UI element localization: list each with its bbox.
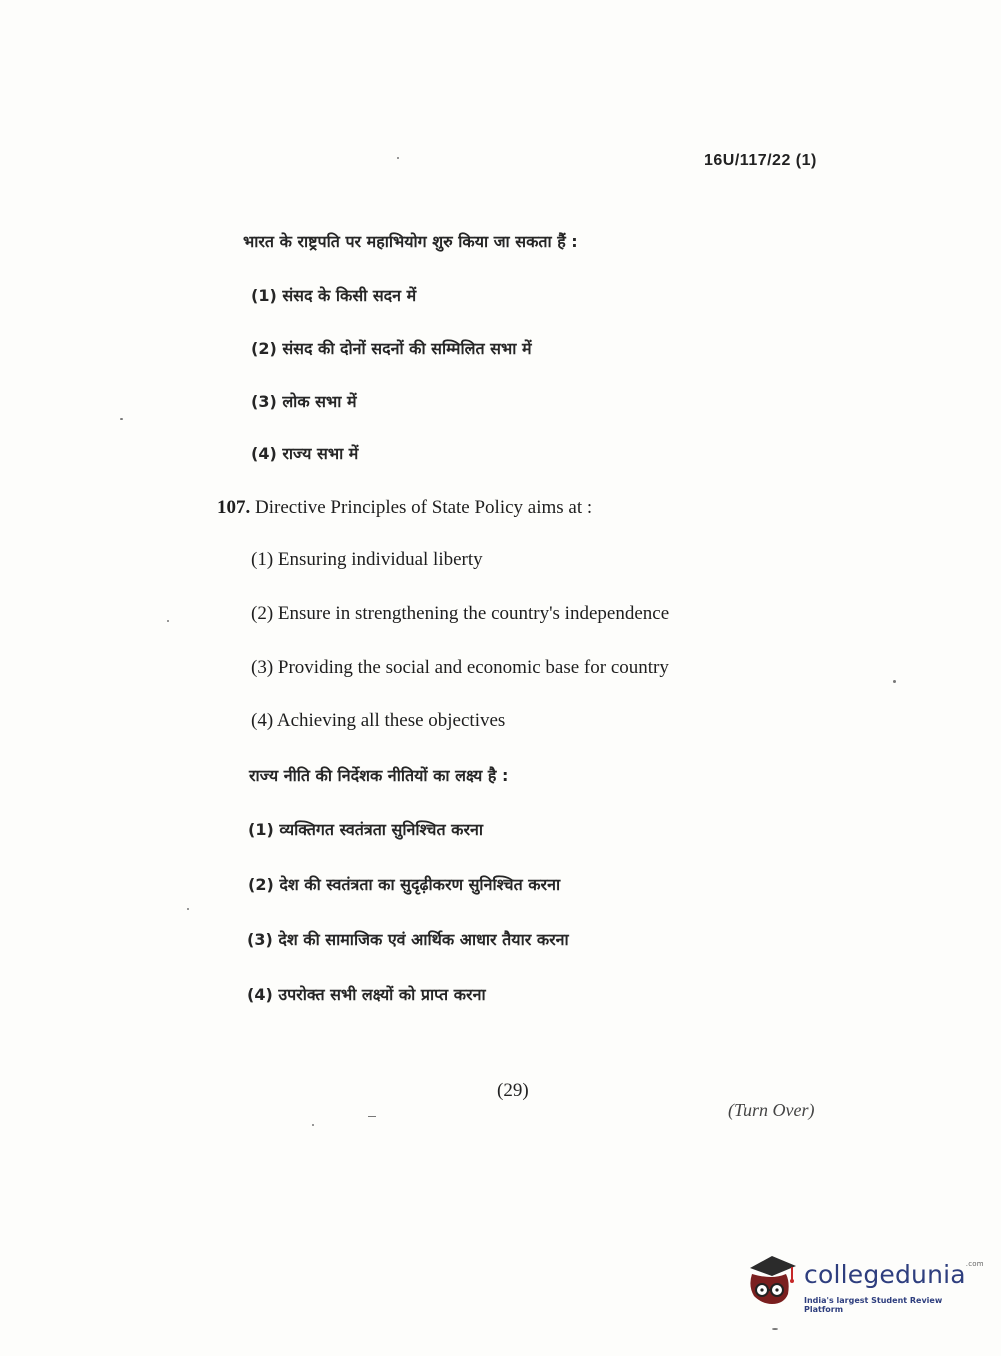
- watermark-brand-name: [804, 1260, 984, 1289]
- mascot-logo-icon: [742, 1250, 800, 1308]
- scan-speck: [120, 418, 123, 420]
- question-107-option-3: (3) Providing the social and economic base for country: [251, 657, 669, 678]
- question-107-option-4: (4) Achieving all these objectives: [251, 710, 506, 731]
- question-107-option-1: (1) Ensuring individual liberty: [251, 549, 483, 570]
- question-107-stem: [217, 497, 592, 519]
- question-106-option-4: (4) राज्य सभा में: [251, 444, 359, 463]
- question-107-stem-text: Directive Principles of State Policy aims at :: [255, 497, 593, 518]
- scan-speck: [187, 908, 189, 910]
- brand-name-text: collegedunia: [804, 1260, 966, 1289]
- question-106-hindi-stem: भारत के राष्ट्रपति पर महाभियोग शुरु किया जा सकता हैं :: [243, 232, 578, 251]
- question-107-hindi-option-4: (4) उपरोक्त सभी लक्ष्यों को प्राप्त करना: [247, 985, 486, 1004]
- page-number: (29): [497, 1080, 529, 1101]
- question-number: 107.: [217, 497, 251, 518]
- paper-code: 16U/117/22 (1): [704, 152, 817, 169]
- scan-speck: [312, 1124, 314, 1126]
- question-107-hindi-option-3: (3) देश की सामाजिक एवं आर्थिक आधार तैयार करना: [247, 930, 569, 949]
- brand-dotcom: .com: [965, 1260, 984, 1268]
- question-106-option-1: (1) संसद के किसी सदन में: [251, 286, 417, 305]
- question-107-hindi-stem: राज्य नीति की निर्देशक नीतियों का लक्ष्य है :: [249, 766, 509, 785]
- question-107-option-2: (2) Ensure in strengthening the country's independence: [251, 603, 670, 624]
- question-107-hindi-option-2: (2) देश की स्वतंत्रता का सुदृढ़ीकरण सुनिश्चित करना: [248, 875, 561, 894]
- scan-speck: [368, 1116, 376, 1117]
- scan-speck: [397, 157, 399, 159]
- question-107-hindi-option-1: (1) व्यक्तिगत स्वतंत्रता सुनिश्चित करना: [248, 820, 484, 839]
- watermark-tagline: India's largest Student Review Platform: [804, 1296, 943, 1314]
- question-106-option-2: (2) संसद की दोनों सदनों की सम्मिलित सभा में: [251, 339, 532, 358]
- turn-over-note: (Turn Over): [728, 1100, 815, 1120]
- question-106-option-3: (3) लोक सभा में: [251, 392, 357, 411]
- scan-speck: [167, 620, 169, 622]
- collegedunia-watermark: [742, 1248, 984, 1318]
- scan-speck: [893, 680, 896, 683]
- scan-speck: [772, 1328, 778, 1330]
